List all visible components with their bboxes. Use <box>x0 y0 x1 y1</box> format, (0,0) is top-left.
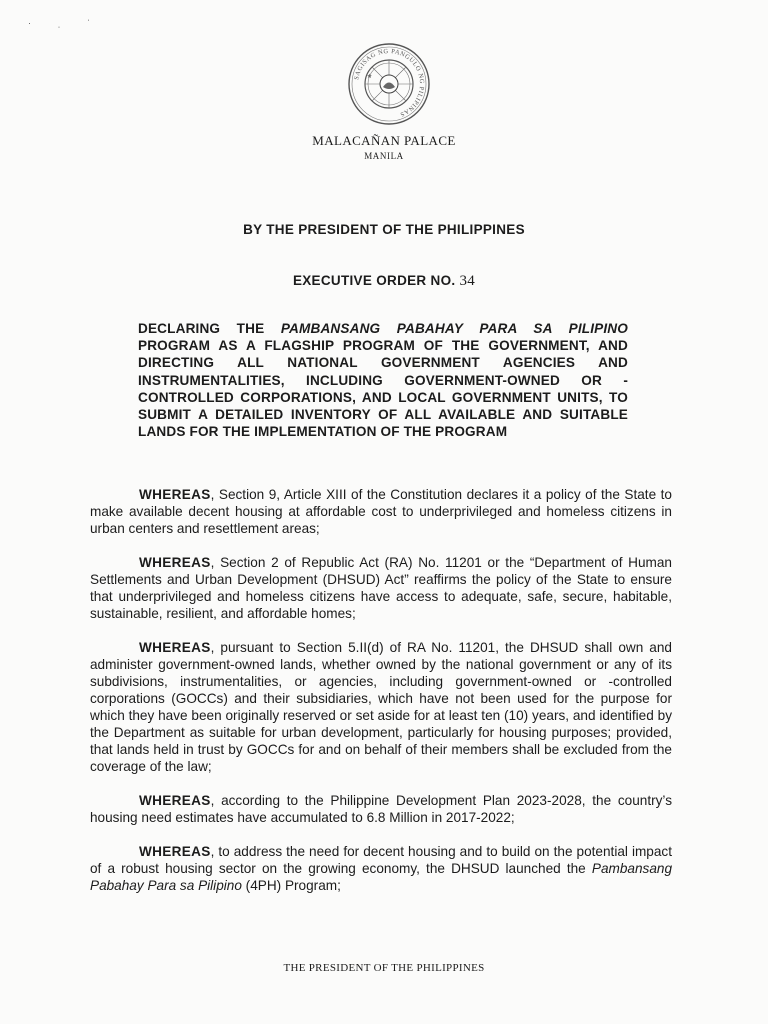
whereas-lead: WHEREAS <box>139 555 211 570</box>
title-rest: PROGRAM AS A FLAGSHIP PROGRAM OF THE GOVERNMENT, AND DIRECTING ALL NATIONAL GOVERNMENT AGENCIES AND INSTRUMENTALITIES, INCLUDING GOVERNMENT-OWNED OR -CONTROLLED CORPORATIONS, AND LOCAL GOVERNMENT UNITS, TO SUBMIT A DETAILED INVENTORY OF ALL AVAILABLE AND SUITABLE LANDS FOR THE IMPLEMENTATION OF THE PROGRAM <box>138 338 628 440</box>
eo-number: 34 <box>459 273 476 289</box>
whereas-clauses <box>90 486 672 911</box>
palace-heading: MALACAÑAN PALACE <box>312 133 456 148</box>
whereas-lead: WHEREAS <box>139 844 211 859</box>
city-heading: MANILA <box>364 151 404 161</box>
scan-specks: · ˌ ˈ <box>28 18 102 28</box>
title-prefix: DECLARING THE <box>138 321 281 336</box>
whereas-lead: WHEREAS <box>139 640 211 655</box>
order-title <box>138 320 628 440</box>
svg-text:SAGISAG NG PANGULO NG PILIPINA: SAGISAG NG PANGULO NG PILIPINAS <box>353 47 426 118</box>
whereas-lead: WHEREAS <box>139 793 211 808</box>
issuer-heading: BY THE PRESIDENT OF THE PHILIPPINES <box>243 222 525 237</box>
presidential-seal-icon <box>347 42 431 126</box>
eo-label: EXECUTIVE ORDER NO. <box>292 273 456 288</box>
whereas-clause-2: WHEREAS, Section 2 of Republic Act (RA) No. 11201 or the “Department of Human Settlements and Urban Development (DHSUD) Act” reaffirms the policy of the State to ensure that underprivileged and homeless citizens have access to adequate, safe, secure, habitable, sustainable, resilient, and affordable homes; <box>90 555 672 621</box>
whereas-lead: WHEREAS <box>139 487 211 502</box>
whereas-clause-1: WHEREAS, Section 9, Article XIII of the Constitution declares it a policy of the State to make available decent housing at affordable cost to underprivileged and homeless citizens in urban centers and resettlement areas; <box>90 487 672 536</box>
whereas-clause-5: WHEREAS, to address the need for decent housing and to build on the potential impact of a robust housing sector on the growing economy, the DHSUD launched the Pambansang Pabahay Para sa Pilipino (4PH) Program; <box>90 844 672 893</box>
title-program-name: PAMBANSANG PABAHAY PARA SA PILIPINO <box>280 321 628 336</box>
executive-order-heading <box>0 273 768 290</box>
page-footer: THE PRESIDENT OF THE PHILIPPINES <box>283 962 485 974</box>
whereas-clause-3: WHEREAS, pursuant to Section 5.II(d) of RA No. 11201, the DHSUD shall own and administer government-owned lands, whether owned by the national government or any of its subdivisions, instrumentalities, or agencies, including government-owned or -controlled corporations (GOCCs) and their subsidiaries, which have not been used for the purpose for which they have been originally reserved or set aside for at least ten (10) years, and identified by the Department as suitable for urban development, particularly for housing purposes; provided, that lands held in trust by GOCCs for and on behalf of their members shall be excluded from the coverage of the law; <box>90 640 672 774</box>
whereas-clause-4: WHEREAS, according to the Philippine Development Plan 2023-2028, the country’s housing need estimates have accumulated to 6.8 Million in 2017-2022; <box>90 793 672 825</box>
